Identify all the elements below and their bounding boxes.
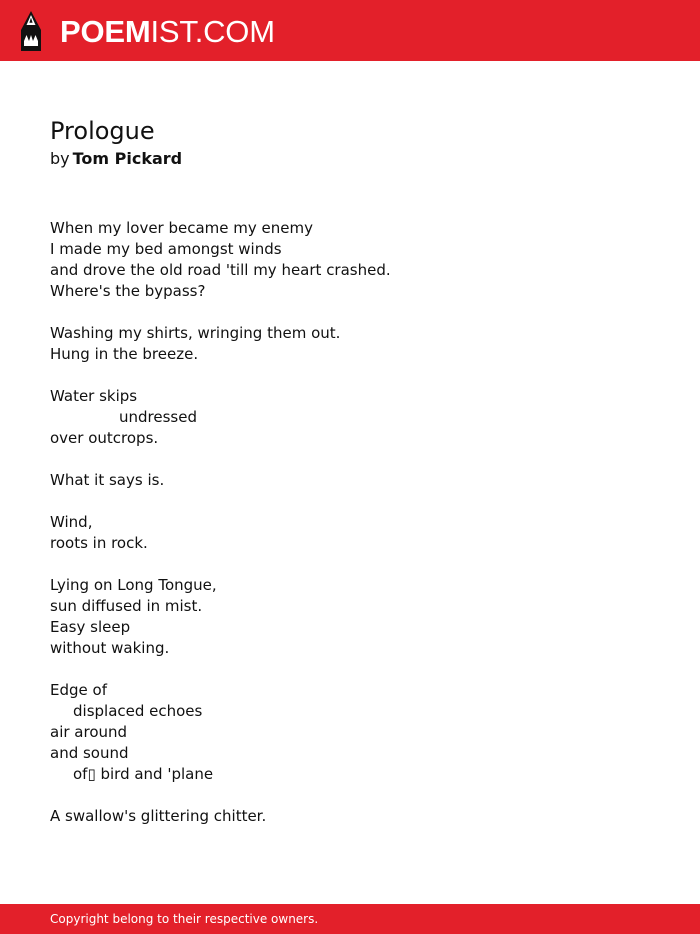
byline-prefix: by <box>50 149 70 168</box>
stanza-2 <box>50 323 650 365</box>
poem-line: without waking. <box>50 639 170 657</box>
poem-line: Water skips <box>50 387 138 405</box>
poem-header <box>50 116 650 170</box>
site-footer <box>0 904 700 934</box>
poem-line: roots in rock. <box>50 534 148 552</box>
poem-line: Easy sleep <box>50 618 131 636</box>
pencil-nib-icon <box>18 10 44 52</box>
poem-line: When my lover became my enemy <box>50 219 313 237</box>
stanza-4 <box>50 470 650 491</box>
author-name: Tom Pickard <box>72 149 183 168</box>
copyright-notice: Copyright belong to their respective owners. <box>50 912 319 926</box>
poem-line: Washing my shirts, wringing them out. <box>50 324 341 342</box>
poem-line-indented: undressed <box>119 408 197 426</box>
poem-line: air around <box>50 723 128 741</box>
wordmark-light: IST.COM <box>150 13 275 49</box>
stanza-8 <box>50 806 650 827</box>
stanza-1 <box>50 218 650 302</box>
stanza-7 <box>50 680 650 785</box>
site-home-link[interactable] <box>18 9 275 53</box>
stanza-5 <box>50 512 650 554</box>
poem-line-indented: displaced echoes <box>73 702 203 720</box>
poem-line: and drove the old road 'till my heart crashed. <box>50 261 391 279</box>
wordmark-strong: POEM <box>60 13 151 49</box>
site-wordmark <box>60 13 275 49</box>
poem-body <box>50 218 650 848</box>
poem-line: Wind, <box>50 513 93 531</box>
poem-title: Prologue <box>50 117 155 145</box>
poem-line: over outcrops. <box>50 429 159 447</box>
poem-line: A swallow's glittering chitter. <box>50 807 267 825</box>
poem-line: Where's the bypass? <box>50 282 206 300</box>
poem-line: Hung in the breeze. <box>50 345 199 363</box>
poem-line: Edge of <box>50 681 107 699</box>
poem-byline <box>50 148 650 170</box>
stanza-6 <box>50 575 650 659</box>
poem-line: What it says is. <box>50 471 165 489</box>
poem-line: sun diffused in mist. <box>50 597 203 615</box>
site-header <box>0 0 700 61</box>
poem-line-indented: of▯ bird and 'plane <box>73 765 214 783</box>
stanza-3 <box>50 386 650 449</box>
poem-line: Lying on Long Tongue, <box>50 576 217 594</box>
poem-line: I made my bed amongst winds <box>50 240 282 258</box>
poem-line: and sound <box>50 744 129 762</box>
